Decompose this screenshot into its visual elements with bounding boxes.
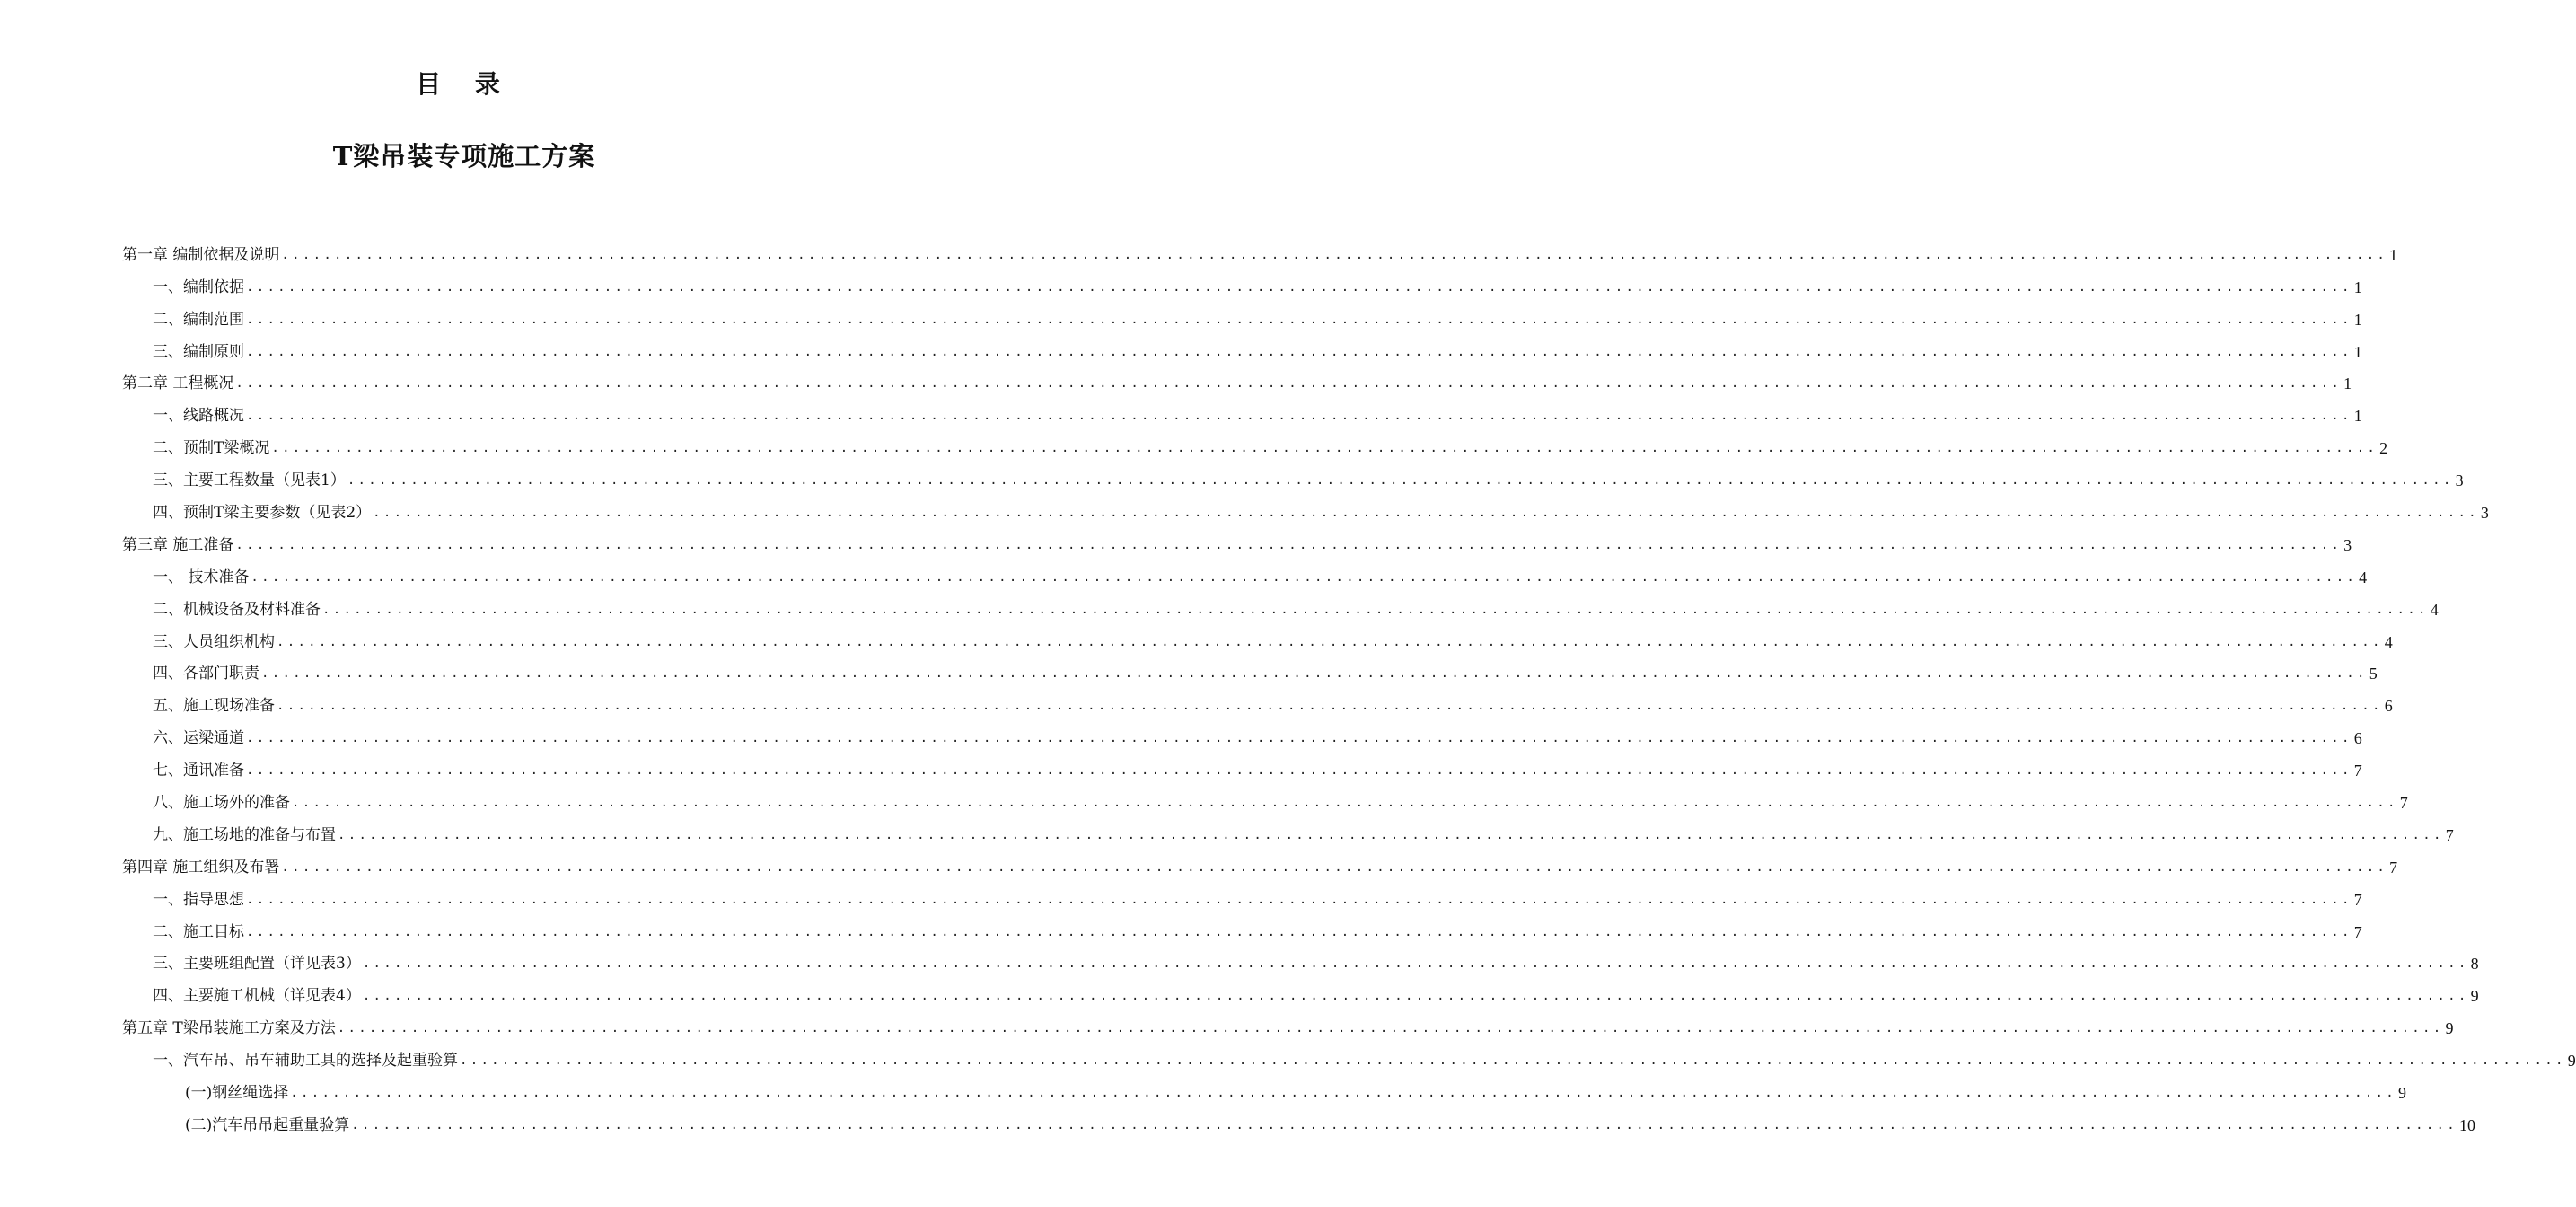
toc-section-entry[interactable] — [122, 880, 2362, 912]
toc-entry-text: 三、人员组织机构 — [153, 632, 275, 651]
toc-section-entry[interactable] — [122, 590, 2439, 622]
toc-entry-text: 七、通讯准备 — [153, 762, 244, 780]
toc-dot-leader: ........................................................................................................................................................................................................ — [337, 1021, 2444, 1036]
toc-page-number: 5 — [2369, 665, 2378, 683]
toc-dot-leader: ........................................................................................................................................................................................................ — [251, 569, 2358, 585]
toc-dot-leader: ........................................................................................................................................................................................................ — [290, 1086, 2397, 1101]
toc-dot-leader: ........................................................................................................................................................................................................ — [351, 1117, 2458, 1132]
toc-entry-text: 二、施工目标 — [153, 922, 244, 941]
toc-dot-leader: ........................................................................................................................................................................................................ — [347, 473, 2454, 489]
toc-page-number: 8 — [2470, 955, 2479, 974]
toc-entry-text: (一)钢丝绳选择 — [185, 1084, 289, 1103]
toc-dot-leader: ........................................................................................................................................................................................................ — [235, 376, 2343, 392]
toc-page-number: 6 — [2384, 697, 2393, 716]
toc-page-number: 3 — [2343, 535, 2352, 554]
toc-page-number: 10 — [2459, 1115, 2476, 1134]
toc-dot-leader: ........................................................................................................................................................................................................ — [362, 989, 2469, 1004]
toc-entry-text: (二)汽车吊吊起重量验算 — [185, 1115, 350, 1134]
toc-page-number: 2 — [2379, 439, 2388, 458]
toc-section-entry[interactable] — [122, 1041, 2576, 1073]
toc-section-entry[interactable] — [122, 945, 2479, 977]
toc-dot-leader: ........................................................................................................................................................................................................ — [246, 312, 2352, 327]
toc-section-entry[interactable] — [122, 558, 2368, 590]
toc-dot-leader: ........................................................................................................................................................................................................ — [246, 409, 2352, 424]
toc-section-entry[interactable] — [122, 622, 2393, 655]
toc-section-entry[interactable] — [122, 912, 2362, 945]
toc-page-number: 3 — [2455, 471, 2464, 490]
toc-section-entry[interactable] — [122, 428, 2388, 461]
toc-page-number: 4 — [2384, 632, 2393, 651]
toc-section-entry[interactable] — [122, 332, 2362, 365]
toc-section-entry[interactable] — [122, 493, 2489, 525]
toc-dot-leader: ........................................................................................................................................................................................................ — [246, 924, 2352, 939]
toc-dot-leader: ........................................................................................................................................................................................................ — [338, 827, 2444, 842]
toc-section-entry[interactable] — [122, 815, 2454, 848]
toc-page-number: 9 — [2398, 1084, 2407, 1103]
toc-entry-text: 一、编制依据 — [153, 278, 244, 296]
toc-chapter-entry[interactable] — [122, 365, 2352, 397]
toc-dot-leader: ........................................................................................................................................................................................................ — [246, 892, 2352, 907]
toc-entry-text: 第一章 编制依据及说明 — [122, 245, 280, 264]
toc-entry-text: 九、施工场地的准备与布置 — [153, 825, 336, 844]
toc-entry-text: 三、主要工程数量（见表1） — [153, 471, 346, 490]
toc-entry-text: 二、预制T梁概况 — [153, 439, 270, 458]
toc-entry-text: 二、机械设备及材料准备 — [153, 600, 321, 619]
toc-section-entry[interactable] — [122, 396, 2362, 428]
toc-dot-leader: ........................................................................................................................................................................................................ — [277, 634, 2383, 649]
toc-entry-text: 二、编制范围 — [153, 310, 244, 329]
toc-dot-leader: ........................................................................................................................................................................................................ — [460, 1053, 2566, 1069]
toc-page-number: 7 — [2445, 825, 2454, 844]
toc-dot-leader: ........................................................................................................................................................................................................ — [373, 506, 2479, 521]
toc-entry-text: 三、主要班组配置（详见表3） — [153, 955, 361, 974]
toc-dot-leader: ........................................................................................................................................................................................................ — [281, 247, 2388, 262]
toc-entry-text: 四、各部门职责 — [153, 665, 259, 683]
toc-entry-text: 一、 技术准备 — [153, 568, 250, 586]
toc-dot-leader: ........................................................................................................................................................................................................ — [261, 666, 2368, 682]
toc-page-number: 9 — [2567, 1052, 2576, 1070]
toc-entry-text: 四、预制T梁主要参数（见表2） — [153, 504, 372, 523]
toc-heading: 目 录 — [416, 69, 513, 99]
toc-entry-text: 一、线路概况 — [153, 407, 244, 426]
toc-chapter-entry[interactable] — [122, 848, 2398, 880]
toc-page-number: 7 — [2353, 762, 2362, 780]
toc-section-entry[interactable] — [122, 268, 2362, 300]
toc-entry-text: 第二章 工程概况 — [122, 374, 234, 393]
toc-dot-leader: ........................................................................................................................................................................................................ — [277, 699, 2383, 714]
toc-subsection-entry[interactable] — [122, 1073, 2407, 1106]
toc-section-entry[interactable] — [122, 751, 2362, 783]
toc-page-number: 1 — [2353, 278, 2362, 296]
toc-page-number: 9 — [2470, 987, 2479, 1006]
toc-page-number: 1 — [2389, 245, 2398, 264]
toc-dot-leader: ........................................................................................................................................................................................................ — [362, 956, 2469, 972]
toc-dot-leader: ........................................................................................................................................................................................................ — [281, 859, 2388, 875]
toc-page-number: 7 — [2389, 858, 2398, 877]
document-title: T梁吊装专项施工方案 — [332, 141, 596, 172]
toc-page-number: 1 — [2343, 374, 2352, 393]
toc-entry-text: 第五章 T梁吊装施工方案及方法 — [122, 1019, 336, 1038]
toc-page-number: 1 — [2353, 407, 2362, 426]
toc-dot-leader: ........................................................................................................................................................................................................ — [322, 602, 2429, 617]
toc-section-entry[interactable] — [122, 655, 2378, 687]
toc-section-entry[interactable] — [122, 461, 2464, 493]
toc-page-number: 1 — [2353, 310, 2362, 329]
toc-dot-leader: ........................................................................................................................................................................................................ — [246, 279, 2352, 295]
toc-entry-text: 一、指导思想 — [153, 890, 244, 909]
toc-entry-text: 四、主要施工机械（详见表4） — [153, 987, 361, 1006]
toc-page-number: 7 — [2353, 890, 2362, 909]
toc-page-number: 3 — [2480, 504, 2489, 523]
toc-page-number: 7 — [2353, 922, 2362, 941]
toc-entry-text: 五、施工现场准备 — [153, 697, 275, 716]
toc-chapter-entry[interactable] — [122, 235, 2398, 268]
toc-entry-text: 第四章 施工组织及布署 — [122, 858, 280, 877]
toc-dot-leader: ........................................................................................................................................................................................................ — [235, 537, 2343, 552]
toc-entry-text: 六、运梁通道 — [153, 729, 244, 748]
toc-page-number: 9 — [2445, 1019, 2454, 1038]
toc-dot-leader: ........................................................................................................................................................................................................ — [246, 731, 2352, 746]
toc-dot-leader: ........................................................................................................................................................................................................ — [292, 796, 2398, 811]
toc-entry-text: 第三章 施工准备 — [122, 535, 234, 554]
toc-subsection-entry[interactable] — [122, 1106, 2476, 1138]
toc-entry-text: 三、编制原则 — [153, 342, 244, 361]
toc-page-number: 1 — [2353, 342, 2362, 361]
toc-entry-text: 一、汽车吊、吊车辅助工具的选择及起重验算 — [153, 1052, 458, 1070]
table-of-contents — [122, 235, 2576, 1138]
toc-section-entry[interactable] — [122, 300, 2362, 332]
toc-page-number: 4 — [2359, 568, 2368, 586]
toc-entry-text: 八、施工场外的准备 — [153, 794, 290, 813]
toc-page-number: 6 — [2353, 729, 2362, 748]
toc-section-entry[interactable] — [122, 686, 2393, 718]
toc-chapter-entry[interactable] — [122, 525, 2352, 558]
toc-section-entry[interactable] — [122, 976, 2479, 1009]
toc-section-entry[interactable] — [122, 783, 2408, 815]
toc-dot-leader: ........................................................................................................................................................................................................ — [246, 344, 2352, 359]
toc-page-number: 7 — [2399, 794, 2408, 813]
toc-dot-leader: ........................................................................................................................................................................................................ — [271, 441, 2378, 456]
toc-dot-leader: ........................................................................................................................................................................................................ — [246, 763, 2352, 779]
toc-chapter-entry[interactable] — [122, 1009, 2454, 1041]
toc-page-number: 4 — [2430, 600, 2439, 619]
toc-section-entry[interactable] — [122, 718, 2362, 751]
